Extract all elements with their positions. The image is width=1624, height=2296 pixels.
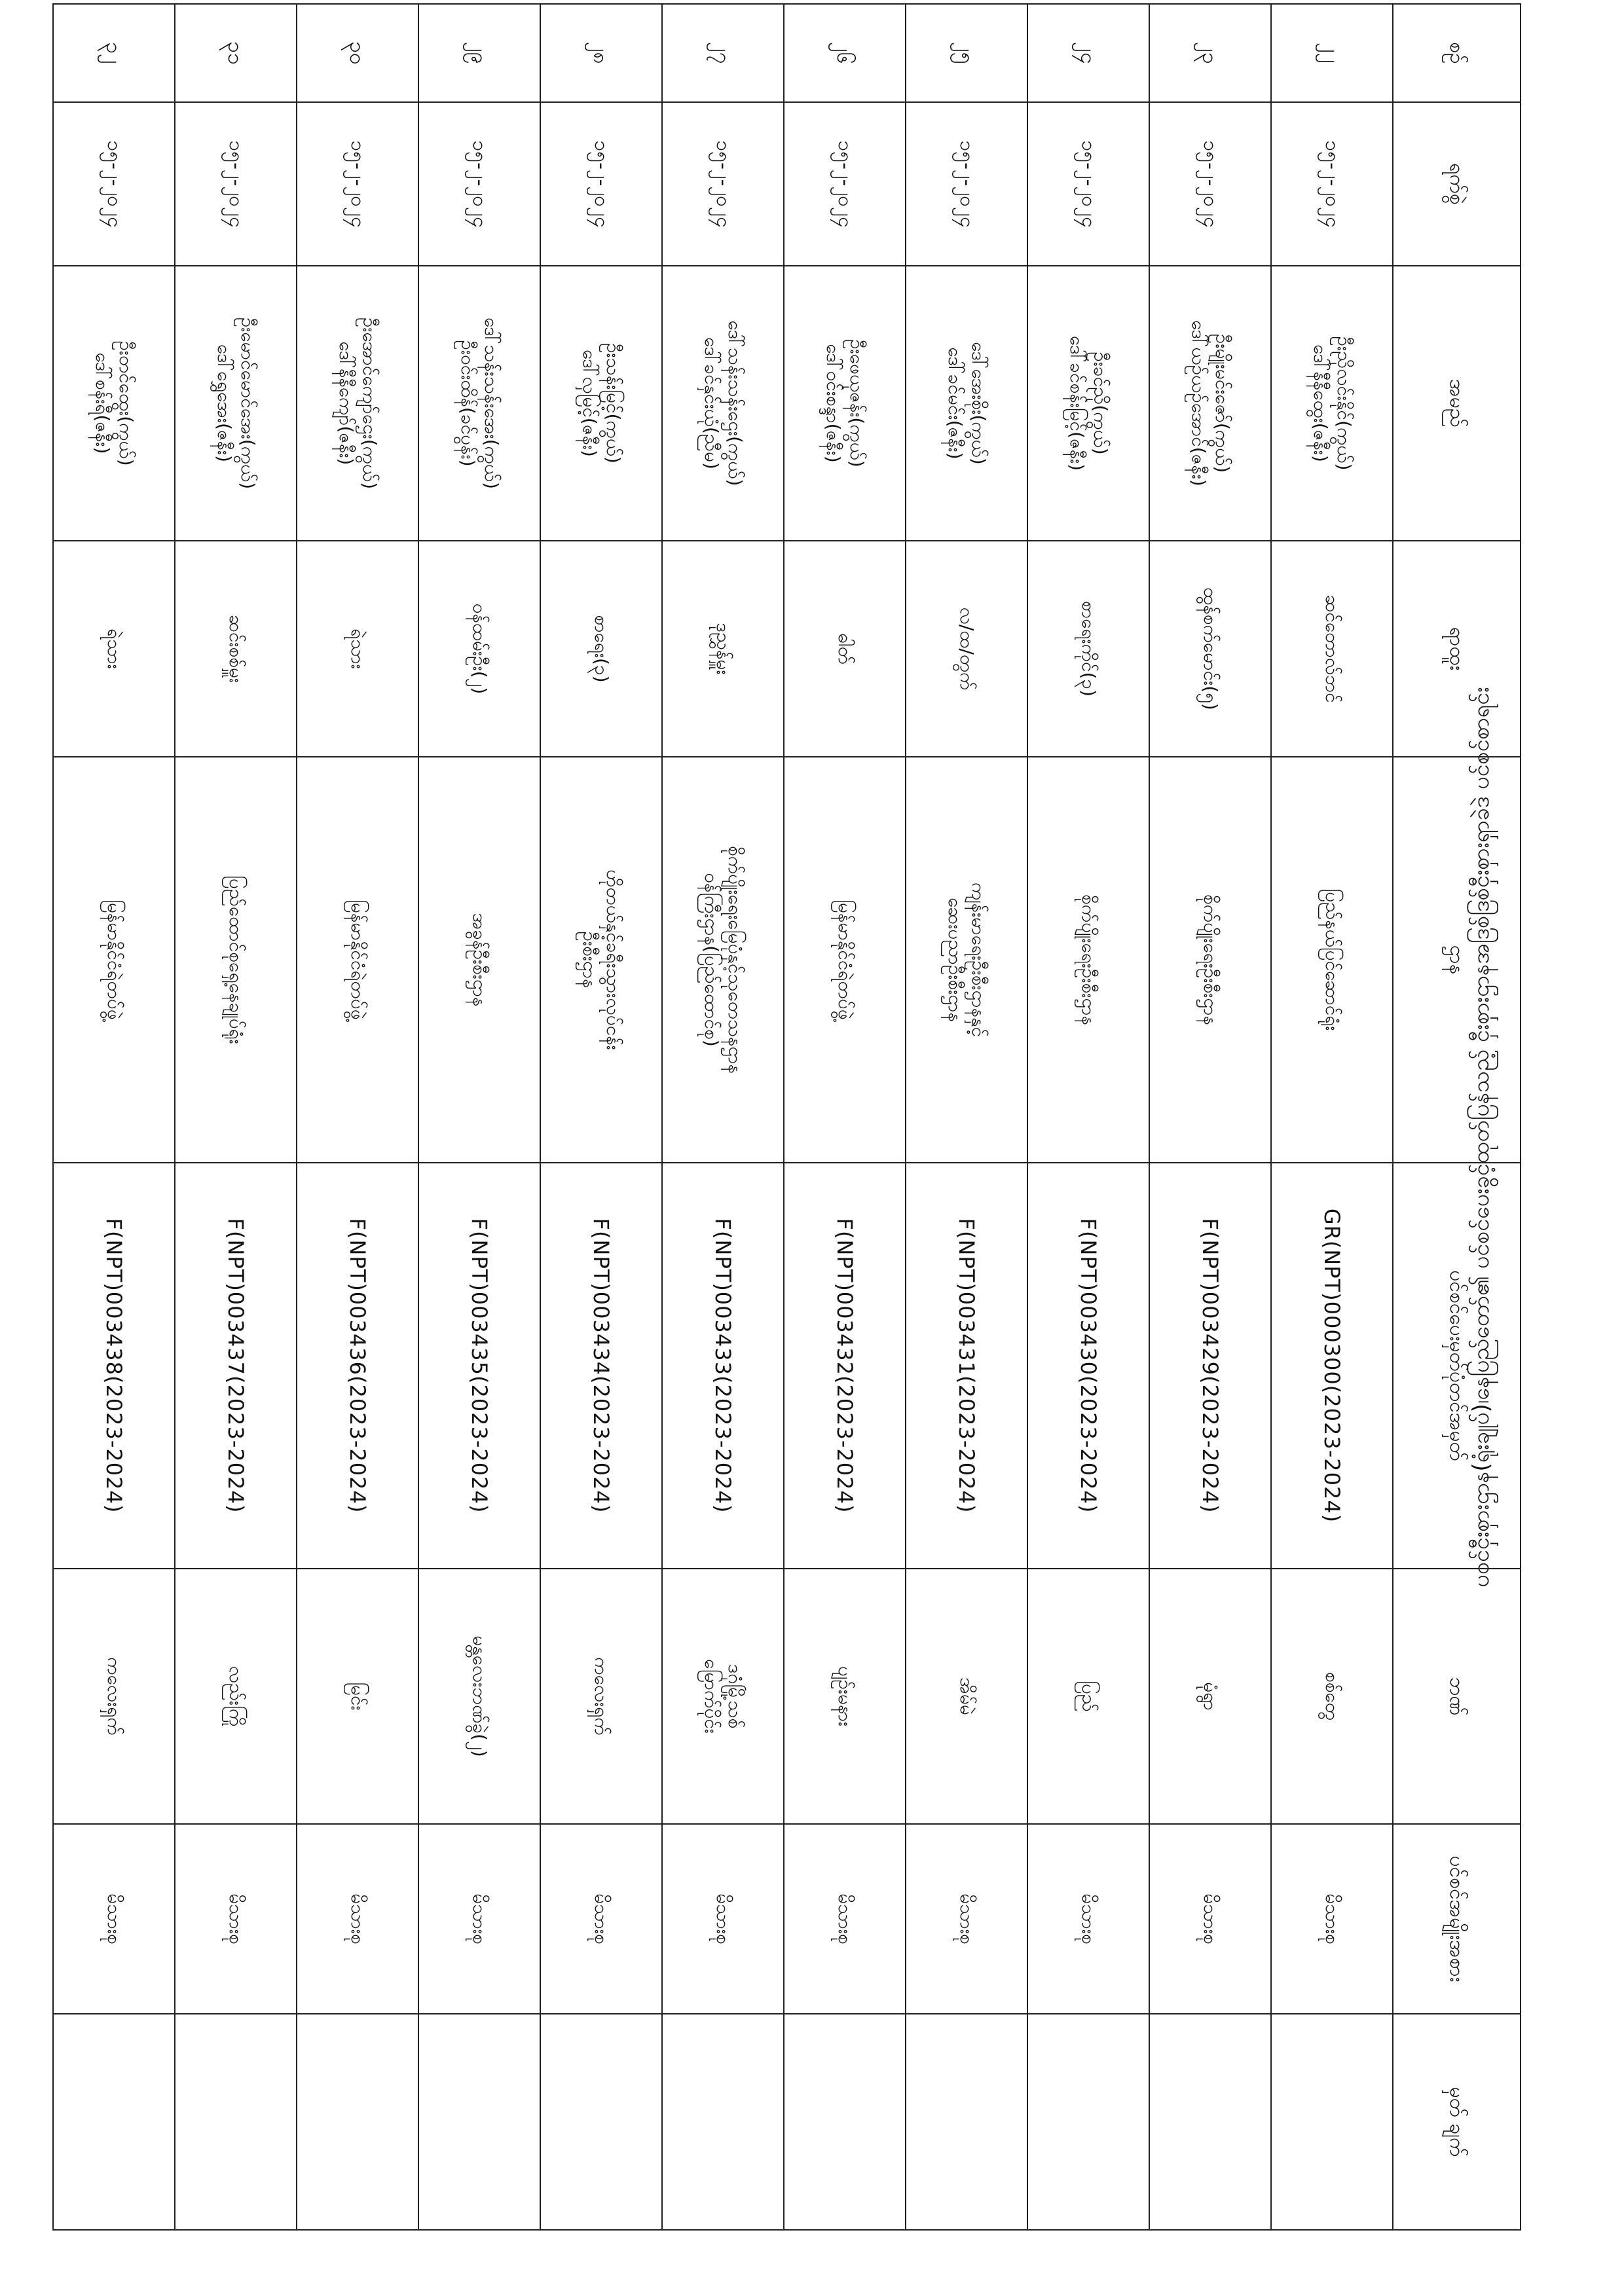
cell-serial: ၂၆ xyxy=(784,4,906,102)
cell-pension-type: မိသားစု xyxy=(540,1824,662,2014)
table-row xyxy=(784,4,906,2230)
cell-name: ဦးမောင်မောင်အေး(ကွယ်) ဒေါ်ရွှေအေး(ဇနီး) xyxy=(175,266,297,541)
cell-name: ဒေါ်သန်းသန်းဌေး(ကွယ်) ဒေါ်ခင်နှင်းယုံ(ညီမ) xyxy=(662,266,784,541)
table-row xyxy=(1271,4,1393,2230)
cell-bank: ပြည် xyxy=(1027,1569,1149,1824)
cell-registration-no: F(NPT)003436(2023-2024) xyxy=(297,1163,418,1569)
cell-bank: အိမ်မဲ xyxy=(906,1569,1027,1824)
cell-pension-type: မိသားစု xyxy=(53,1824,175,2014)
cell-remark xyxy=(53,2014,175,2230)
cell-pension-type: မိသားစု xyxy=(906,1824,1027,2014)
header-name: အမည် xyxy=(1393,266,1521,541)
cell-serial: ၂၄ xyxy=(1027,4,1149,102)
cell-registration-no: GR(NPT)000300(2023-2024) xyxy=(1271,1163,1393,1569)
header-rank: ရာထူး xyxy=(1393,541,1521,757)
table-row xyxy=(662,4,784,2230)
cell-remark xyxy=(1027,2014,1149,2230)
cell-rank: စာရေးကိုင်(၃) xyxy=(1027,541,1149,757)
cell-date: ၁၅-၂-၂၀၂၄ xyxy=(1271,102,1393,266)
cell-pension-type: မိသားစု xyxy=(297,1824,418,2014)
cell-bank: လည်းကြို xyxy=(175,1569,297,1824)
cell-date: ၁၅-၂-၂၀၂၄ xyxy=(906,102,1027,266)
cell-registration-no: F(NPT)003433(2023-2024) xyxy=(662,1163,784,1569)
cell-pension-type: မိသားစု xyxy=(175,1824,297,2014)
cell-date: ၁၅-၂-၂၀၂၄ xyxy=(1149,102,1271,266)
cell-date: ၁၅-၂-၂၀၂၄ xyxy=(418,102,540,266)
table-row xyxy=(1027,4,1149,2230)
table-row xyxy=(906,4,1027,2230)
cell-remark xyxy=(418,2014,540,2230)
cell-serial: ၂၂ xyxy=(1271,4,1393,102)
cell-bank: ကလေးရှက် xyxy=(540,1569,662,1824)
cell-department: စိုက်ပျိုးရေးဦးစီးဌာန xyxy=(1027,757,1149,1163)
cell-remark xyxy=(1149,2014,1271,2230)
cell-name: ဦးအောင်ကျော်ဌေး(ကွယ်) ဒေါ်နီနီကျော်(ဇနီး) xyxy=(297,266,418,541)
cell-serial: ၃၂ xyxy=(53,4,175,102)
cell-serial: ၂၅ xyxy=(906,4,1027,102)
cell-registration-no: F(NPT)003435(2023-2024) xyxy=(418,1163,540,1569)
cell-registration-no: F(NPT)003438(2023-2024) xyxy=(53,1163,175,1569)
cell-pension-type: မိသားစု xyxy=(784,1824,906,2014)
table-row xyxy=(540,4,662,2230)
cell-rank: လ/ထ/တွက် xyxy=(906,541,1027,757)
cell-bank: ကလေးရှက် xyxy=(53,1569,175,1824)
table-row xyxy=(297,4,418,2230)
cell-registration-no: F(NPT)003430(2023-2024) xyxy=(1027,1163,1149,1569)
cell-date: ၁၅-၂-၂၀၂၄ xyxy=(662,102,784,266)
cell-rank: ဆင်တောလ်ဘင် xyxy=(1271,541,1393,757)
cell-department: ပြည်နယ်ပြင်ဆောင်ရုံး xyxy=(1271,757,1393,1163)
cell-department: စိုက်ပျိုးရေးမြေပုံနှင့်သုတေသနဌာန ဝန်ကြီးဌာန(ပြည်ထောင်စု) xyxy=(662,757,784,1163)
cell-serial: ၂၉ xyxy=(418,4,540,102)
header-department: ဌာန xyxy=(1393,757,1521,1163)
cell-registration-no: F(NPT)003429(2023-2024) xyxy=(1149,1163,1271,1569)
cell-name: ဦးခင်ညို(ကွယ်) ဒေါ်ခင်စန်းမြင့်(ဇနီး) xyxy=(1027,266,1149,541)
cell-name: ဒေါ်အေးစိုး(ကွယ်) ဒေါ်ခင်မင်း(ဇနီး) xyxy=(906,266,1027,541)
header-date: ရက်စွဲ xyxy=(1393,102,1521,266)
cell-name: ဦးမျိုးမင်းဇော်(ကွယ်) ဒေါ်ယဉ်ယဉ်အောင်(ဇနီး) xyxy=(1149,266,1271,541)
cell-date: ၁၅-၂-၂၀၂၄ xyxy=(53,102,175,266)
cell-serial: ၃၁ xyxy=(175,4,297,102)
cell-date: ၁၅-၂-၂၀၂၄ xyxy=(1027,102,1149,266)
cell-pension-type: မိသားစု xyxy=(1027,1824,1149,2014)
cell-serial: ၂၇ xyxy=(662,4,784,102)
cell-pension-type: မိသားစု xyxy=(418,1824,540,2014)
table-row xyxy=(175,4,297,2230)
cell-registration-no: F(NPT)003434(2023-2024) xyxy=(540,1163,662,1569)
cell-remark xyxy=(1271,2014,1393,2230)
cell-bank: ပျဉ်းမနား xyxy=(784,1569,906,1824)
cell-name: ဦးသန်းမြင့်(ကွယ်) ဒေါ်လှမြင့်(ဇနီး) xyxy=(540,266,662,541)
cell-bank: မုံရွာ xyxy=(1149,1569,1271,1824)
cell-pension-type: မိသားစု xyxy=(1271,1824,1393,2014)
pension-register-table xyxy=(52,3,1521,2231)
cell-name: ဒေါ်သန်းသန်းအေး(ကွယ်) ဦးဝင်းထိန်(ခင်ပွန်း) xyxy=(418,266,540,541)
table-row xyxy=(53,4,175,2230)
cell-bank: စစ်တွေ xyxy=(1271,1569,1393,1824)
cell-department: စိုက်ပျိုးရေးဦးစီးဌာန xyxy=(1149,757,1271,1163)
cell-pension-type: မိသားစု xyxy=(662,1824,784,2014)
cell-department: မြန်မာနိုင်ငံရဲတပ်ဖွဲ့ xyxy=(784,757,906,1163)
cell-date: ၁၅-၂-၂၀၂၄ xyxy=(175,102,297,266)
cell-department: အခွန်ဦးစီးဌာန xyxy=(418,757,540,1163)
cell-registration-no: F(NPT)003432(2023-2024) xyxy=(784,1163,906,1569)
cell-name: ဦးဖေယုဇန်း(ကွယ်) ဒေါ်ဝင်းစန္ဒာ(ဇနီး) xyxy=(784,266,906,541)
header-bank: ဘဏ် xyxy=(1393,1569,1521,1824)
cell-serial: ၂၈ xyxy=(540,4,662,102)
cell-registration-no: F(NPT)003437(2023-2024) xyxy=(175,1163,297,1569)
cell-remark xyxy=(906,2014,1027,2230)
cell-bank: ဒဂုံမြို့သစ် မြောက်ပိုင်း xyxy=(662,1569,784,1824)
cell-department: ဟိုတယ်နှင့်ခရီးသွားလုပ်ငန်း ဦးစီးဌာန xyxy=(540,757,662,1163)
cell-department: ပြည်ထောင်စုရှေ့နေချုပ်ရုံး xyxy=(175,757,297,1163)
table-body xyxy=(53,4,1393,2230)
cell-remark xyxy=(175,2014,297,2230)
cell-bank: မြင်း xyxy=(297,1569,418,1824)
cell-serial: ၃၀ xyxy=(297,4,418,102)
table-row xyxy=(1149,4,1271,2230)
cell-bank: မန္တလေးဘဏ်ခွဲ(၂) xyxy=(418,1569,540,1824)
cell-name: ဦးတင်ထွေး(ကွယ်) ဒေါ်စန်းရီ(ဇနီး) xyxy=(53,266,175,541)
cell-remark xyxy=(540,2014,662,2230)
cell-rank: ထွန်စက်မောင်း(၅) xyxy=(1149,541,1271,757)
header-registration-no: ပင်စင်ပေးမှတ်ပုံတင်အမှတ် xyxy=(1393,1163,1521,1569)
cell-name: ဦးညိုလင်းနိုင်(ကွယ်) ဒေါ်နီနီထွေး(ဇနီး) xyxy=(1271,266,1393,541)
cell-pension-type: မိသားစု xyxy=(1149,1824,1271,2014)
cell-serial: ၂၃ xyxy=(1149,4,1271,102)
cell-rank: ဝန်ထမ်းဦး(၂) xyxy=(418,541,540,757)
cell-registration-no: F(NPT)003431(2023-2024) xyxy=(906,1163,1027,1569)
header-pension-type: ပင်စင်အမျိုးအစား xyxy=(1393,1824,1521,2014)
cell-rank: ဓါတ် xyxy=(784,541,906,757)
cell-department: မြန်မာနိုင်ငံရဲတပ်ဖွဲ့ xyxy=(297,757,418,1163)
table-header-row xyxy=(1393,4,1521,2230)
cell-date: ၁၅-၂-၂၀၂၄ xyxy=(784,102,906,266)
header-remark: မှတ် ချက် xyxy=(1393,2014,1521,2230)
cell-remark xyxy=(662,2014,784,2230)
cell-date: ၁၅-၂-၂၀၂၄ xyxy=(540,102,662,266)
cell-rank: ဒုညွှန်မှူး xyxy=(662,541,784,757)
cell-rank: ဆင်းစစ်မှူး xyxy=(175,541,297,757)
cell-remark xyxy=(297,2014,418,2230)
cell-department: မြန်မာနိုင်ငံရဲတပ်ဖွဲ့ xyxy=(53,757,175,1163)
header-serial: စဉ် xyxy=(1393,4,1521,102)
cell-rank: ရဲသား xyxy=(53,541,175,757)
cell-remark xyxy=(784,2014,906,2230)
cell-rank: စာရေး(၃) xyxy=(540,541,662,757)
document-title: ပဝင်ငှီးစှားဌာန(ရုံးချုပ်)၊နေပြည်တော်၏ ပင်စင်ပေးခွင့်ထုတ်ပြန်သည့် ငှီးစှားဌာနအဒြစ်ဒြစ်ငှီးစှားရှာခဲဒဲ ပင်စင်စာရင်း xyxy=(1468,687,1494,1588)
table-row xyxy=(418,4,540,2230)
cell-rank: ရဲသား xyxy=(297,541,418,757)
cell-date: ၁၅-၂-၂၀၂၄ xyxy=(297,102,418,266)
cell-department: ကျန်းမာရေးဦးစီးဌာနနှင့် ဆေးပညာဦးစီးဌာန xyxy=(906,757,1027,1163)
